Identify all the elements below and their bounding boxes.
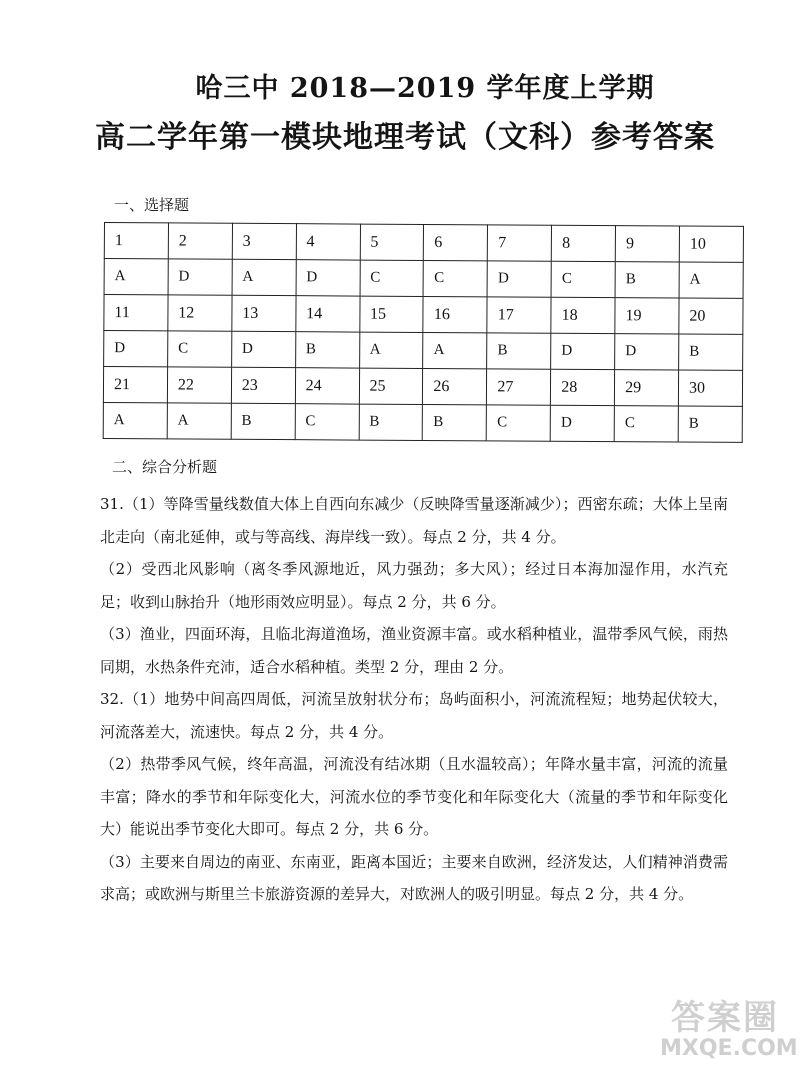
answer-letter-cell: A bbox=[359, 332, 423, 368]
answer-letter-row bbox=[104, 259, 743, 299]
answer-letter-cell: C bbox=[360, 260, 424, 296]
question-number-cell: 7 bbox=[488, 225, 552, 261]
question-number-cell: 4 bbox=[296, 224, 360, 260]
answer-letter-cell: D bbox=[615, 334, 679, 370]
question-number-cell: 14 bbox=[296, 296, 360, 332]
answer-letter-cell: C bbox=[424, 260, 488, 296]
answer-letter-cell: B bbox=[359, 404, 423, 440]
answer-letter-cell: C bbox=[614, 406, 678, 442]
answer-letter-row bbox=[103, 402, 742, 442]
answer-letter-cell: B bbox=[423, 404, 487, 440]
answer-letter-cell: C bbox=[487, 405, 551, 441]
watermark bbox=[660, 998, 798, 1067]
question-number-cell: 27 bbox=[487, 369, 551, 405]
answer-letter-cell: C bbox=[551, 261, 615, 297]
answer-letter-cell: B bbox=[487, 333, 551, 369]
question-number-cell: 13 bbox=[232, 295, 296, 331]
question-number-cell: 18 bbox=[551, 297, 615, 333]
answer-letter-cell: A bbox=[232, 259, 296, 295]
section1-heading: 一、选择题 bbox=[114, 196, 190, 214]
answer-paragraph: （2）热带季风气候，终年高温，河流没有结冰期（且水温较高）；年降水量丰富，河流的流量丰富；降水的季节和年际变化大，河流水位的季节变化和年际变化大（流量的季节和年际变化大）能说出季节变化大即可。每点 2 分，共 6 分。 bbox=[100, 755, 728, 838]
question-number-cell: 29 bbox=[615, 370, 679, 406]
question-number-cell: 6 bbox=[424, 224, 488, 260]
answer-letter-cell: D bbox=[231, 331, 295, 367]
question-number-row bbox=[104, 223, 743, 263]
question-number-row bbox=[104, 295, 743, 335]
answer-letter-cell: D bbox=[296, 260, 360, 296]
answer-letter-row bbox=[104, 331, 743, 371]
answer-letter-cell: B bbox=[295, 332, 359, 368]
page-title-line2: 高二学年第一模块地理考试（文科）参考答案 bbox=[95, 120, 715, 155]
question-number-cell: 5 bbox=[360, 224, 424, 260]
answer-letter-cell: A bbox=[423, 332, 487, 368]
answer-paragraph: （2）受西北风影响（离冬季风源地近，风力强劲；多大风）；经过日本海加湿作用，水汽充足；收到山脉抬升（地形雨效应明显）。每点 2 分，共 6 分。 bbox=[100, 560, 728, 611]
question-number-row bbox=[103, 367, 742, 407]
watermark-url: MXQE.COM bbox=[660, 1036, 798, 1061]
question-number-cell: 22 bbox=[167, 367, 231, 403]
answer-letter-cell: D bbox=[104, 331, 168, 367]
question-number-cell: 19 bbox=[615, 298, 679, 334]
answer-paragraph: （3）渔业，四面环海，且临北海道渔场，渔业资源丰富。或水稻种植业，温带季风气候，雨热同期，水热条件充沛，适合水稻种植。类型 2 分，理由 2 分。 bbox=[100, 625, 728, 676]
answer-letter-cell: D bbox=[168, 259, 232, 295]
answer-paragraph: 32.（1）地势中间高四周低，河流呈放射状分布；岛屿面积小，河流流程短；地势起伏较大，河流落差大，流速快。每点 2 分，共 4 分。 bbox=[100, 690, 728, 741]
question-number-cell: 20 bbox=[679, 298, 743, 334]
answer-paragraph: （3）主要来自周边的南亚、东南亚，距离本国近；主要来自欧洲，经济发达，人们精神消费需求高；或欧洲与斯里兰卡旅游资源的差异大，对欧洲人的吸引明显。每点 2 分，共 4 分。 bbox=[100, 852, 728, 903]
answer-letter-cell: C bbox=[295, 404, 359, 440]
answer-letter-cell: B bbox=[678, 406, 742, 442]
answer-letter-cell: C bbox=[168, 331, 232, 367]
multiple-choice-answer-table bbox=[103, 222, 744, 443]
question-number-cell: 21 bbox=[103, 367, 167, 403]
question-number-cell: 28 bbox=[551, 369, 615, 405]
question-number-cell: 1 bbox=[104, 223, 168, 259]
question-number-cell: 10 bbox=[679, 226, 743, 262]
question-number-cell: 16 bbox=[423, 296, 487, 332]
question-number-cell: 12 bbox=[168, 295, 232, 331]
answer-letter-cell: A bbox=[167, 403, 231, 439]
question-number-cell: 25 bbox=[359, 368, 423, 404]
section2-heading: 二、综合分析题 bbox=[112, 458, 218, 476]
question-number-cell: 11 bbox=[104, 295, 168, 331]
question-number-cell: 8 bbox=[552, 225, 616, 261]
answer-letter-cell: A bbox=[104, 259, 168, 295]
answer-letter-cell: D bbox=[550, 405, 614, 441]
question-number-cell: 17 bbox=[487, 297, 551, 333]
question-number-cell: 15 bbox=[359, 296, 423, 332]
question-number-cell: 3 bbox=[232, 223, 296, 259]
question-number-cell: 30 bbox=[678, 370, 742, 406]
answer-letter-cell: A bbox=[679, 262, 743, 298]
answer-letter-cell: D bbox=[551, 333, 615, 369]
question-number-cell: 9 bbox=[615, 226, 679, 262]
answer-letter-cell: B bbox=[679, 334, 743, 370]
page-title-line1: 哈三中 2018—2019 学年度上学期 bbox=[195, 73, 655, 104]
answer-paragraph: 31.（1）等降雪量线数值大体上自西向东减少（反映降雪量逐渐减少）；西密东疏；大体上呈南北走向（南北延伸，或与等高线、海岸线一致）。每点 2 分，共 4 分。 bbox=[100, 495, 728, 546]
answer-letter-cell: A bbox=[103, 402, 167, 438]
question-number-cell: 23 bbox=[231, 367, 295, 403]
answer-letter-cell: D bbox=[487, 261, 551, 297]
question-number-cell: 24 bbox=[295, 368, 359, 404]
answer-letter-cell: B bbox=[231, 403, 295, 439]
analysis-answers bbox=[100, 488, 728, 911]
question-number-cell: 26 bbox=[423, 368, 487, 404]
answer-letter-cell: B bbox=[615, 262, 679, 298]
watermark-logo: 答案圈 bbox=[671, 998, 779, 1038]
question-number-cell: 2 bbox=[168, 223, 232, 259]
